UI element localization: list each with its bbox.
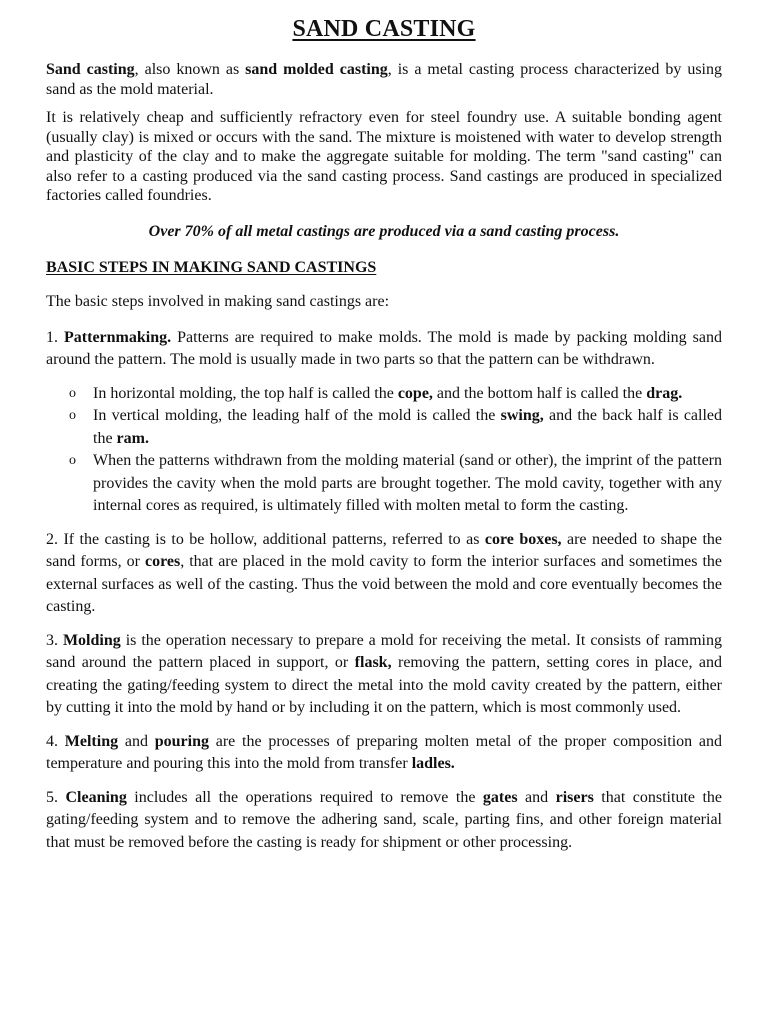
text-span: removing the pattern, setting cores in place, and creating the gating/feeding system to direct the metal into the mold cavity created by the pattern, either by cutting it into the mold by hand or by including it on the pattern, which is most commonly used. [46,654,722,716]
text-span: Patterns are required to make molds. The mold is made by packing molding sand around the pattern. The mold is usually made in two parts so that the pattern can be withdrawn. [46,328,723,368]
text-span: are the processes of preparing molten metal of the proper composition and temperature and pouring this into the mold from transfer [46,732,723,772]
text-span: and the bottom half is called the [432,384,647,402]
term-cleaning: Cleaning [65,788,127,806]
term-risers: risers [555,788,594,806]
term-patternmaking: Patternmaking. [64,328,172,346]
text-span: that constitute the gating/feeding system and to remove the adhering sand, scale, parting fins, and other foreign material that must be removed before the casting is ready for shipment or other processing. [46,788,723,851]
term-gates: gates [482,788,518,806]
page-title: SAND CASTING [292,16,476,42]
term-cope: cope, [397,384,433,402]
bullet-icon: o [69,408,76,423]
molding-bullet-list [46,383,722,518]
term-sand-casting: Sand casting [46,61,135,78]
term-molding: Molding [62,631,121,649]
step-number: 1. [46,328,65,346]
text-span: are needed to shape the sand forms, or [46,530,722,570]
bullet-icon: o [69,385,76,401]
list-item [69,450,722,518]
term-melting: Melting [64,732,119,750]
description-paragraph: It is relatively cheap and sufficiently refractory even for steel foundry use. A suitable bonding agent (usually clay) is mixed or occurs with the sand. The mixture is moistened with water to develop strength and plasticity of the clay and to make the aggregate suitable for molding. The term "sand casting" can also refer to a casting produced via the sand casting process. Sand castings are produced in specialized factories called foundries. [46,109,722,204]
step-number: 4. [46,732,65,750]
list-item [69,383,722,406]
text-span: and [118,732,155,750]
steps-intro: The basic steps involved in making sand castings are: [46,292,390,310]
term-swing: swing, [500,407,544,424]
term-drag: drag. [646,384,683,402]
text-span: is the operation necessary to prepare a mold for receiving the metal. It consists of ramming sand around the pattern placed in support, or [46,631,723,671]
text-span: includes all the operations required to remove the [126,788,483,806]
bullet-icon: o [69,453,76,468]
text-span: In horizontal molding, the top half is called the [93,384,398,402]
highlight-statement: Over 70% of all metal castings are produced via a sand casting process. [148,222,620,240]
step-3-paragraph [46,630,722,720]
term-cores: cores [144,553,181,570]
list-item [69,405,723,450]
step-number: 5. [46,788,66,806]
intro-paragraph [46,60,722,99]
term-flask: flask, [354,654,392,671]
step-5-paragraph [46,787,722,855]
text-span: and the back half is called the [93,407,723,447]
text-span: , also known as [134,61,246,78]
term-ladles: ladles. [411,755,455,772]
section-heading: BASIC STEPS IN MAKING SAND CASTINGS [46,258,377,276]
term-sand-molded-casting: sand molded casting [245,61,388,78]
text-span: 2. If the casting is to be hollow, additional patterns, referred to as [46,530,485,548]
step-number: 3. [46,631,63,649]
step-2-paragraph [46,529,722,619]
term-ram: ram. [116,429,149,447]
text-span: When the patterns withdrawn from the molding material (sand or other), the imprint of the pattern provides the cavity when the mold parts are brought together. The mold cavity, together with any internal cores as required, is ultimately filled with molten metal to form the casting. [93,452,722,514]
step-4-paragraph [46,731,722,776]
term-pouring: pouring [154,732,209,750]
step-1-paragraph [46,327,722,372]
text-span: and [517,788,556,806]
text-span: In vertical molding, the leading half of the mold is called the [93,407,501,424]
term-core-boxes: core boxes, [484,530,562,548]
text-span: , that are placed in the mold cavity to form the interior surfaces and sometimes the external surfaces as well of the casting. Thus the void between the mold and core eventually becomes the casting. [46,553,723,615]
text-span: , is a metal casting process characterized by using sand as the mold material. [46,61,723,98]
